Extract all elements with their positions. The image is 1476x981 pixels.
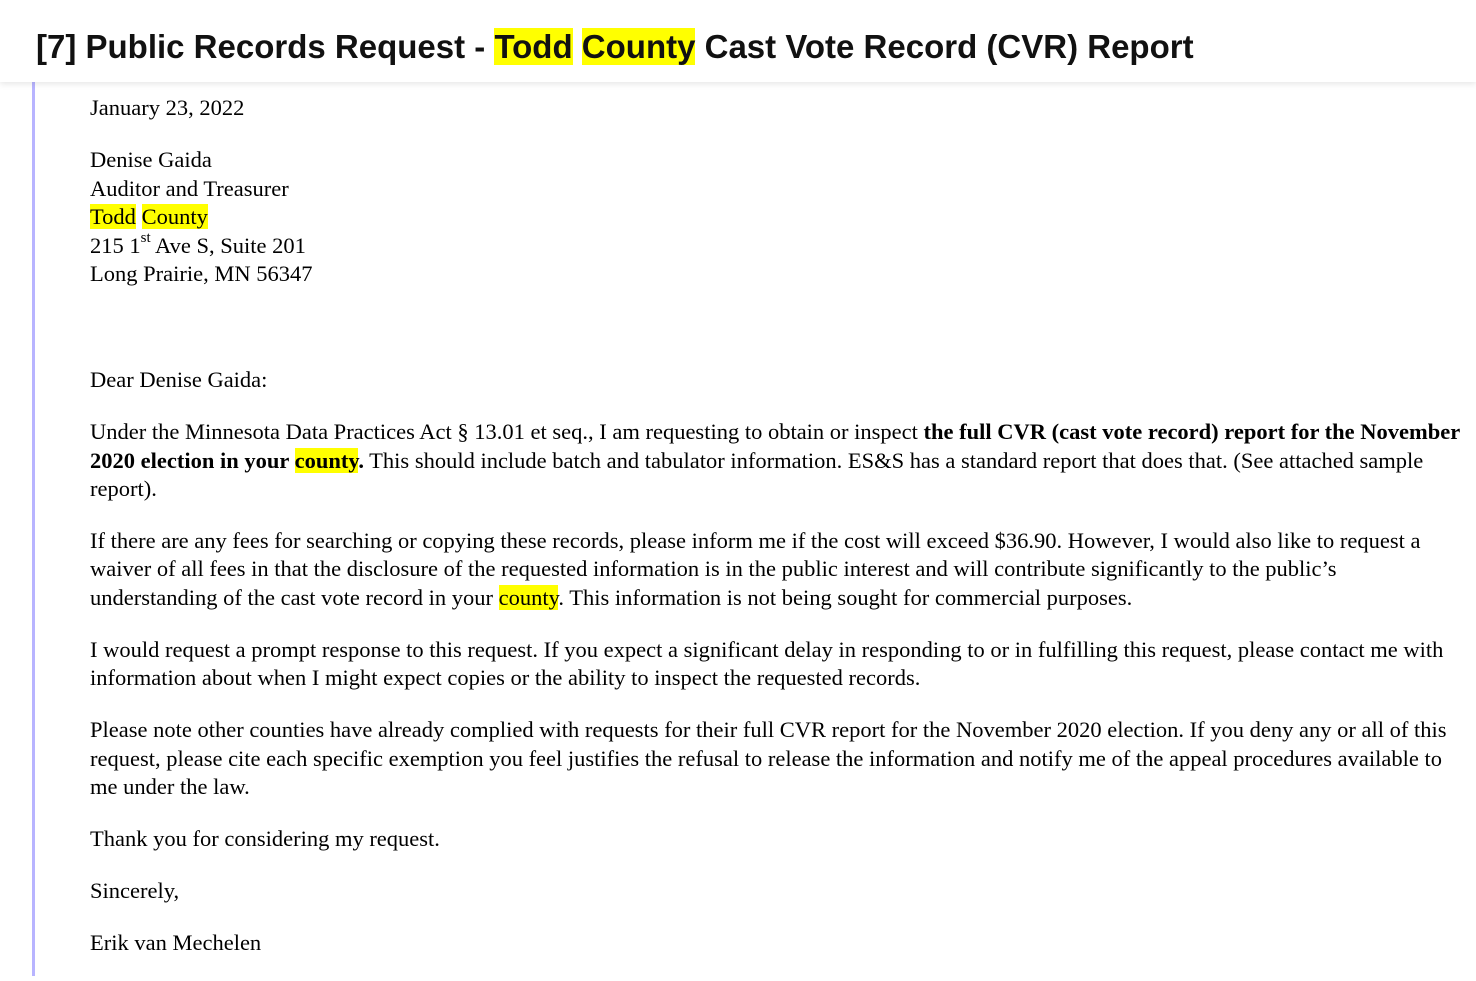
paragraph-prompt-response: I would request a prompt response to this request. If you expect a significant delay in responding to or in fulfilling this request, please contact me with information about when I might expect copies or the ability to inspect the requested records. — [90, 636, 1444, 691]
p1-bold: the full CVR (cast vote record) report for the November 2020 election in your — [90, 419, 1460, 473]
county-highlight-county: County — [141, 204, 208, 230]
p1-highlight-county: county — [294, 447, 359, 473]
paragraph-thanks: Thank you for considering my request. — [90, 825, 440, 851]
county-highlight-todd: Todd — [90, 204, 136, 230]
paragraph-fees — [90, 527, 1462, 612]
title-highlight-todd: Todd — [494, 28, 573, 65]
street-name: Ave S, Suite 201 — [150, 232, 306, 258]
letter-body — [90, 94, 1462, 981]
page-header — [0, 0, 1476, 82]
title-prefix: [7] Public Records Request - — [36, 28, 495, 65]
p1-bold-end: . — [358, 447, 364, 473]
recipient-county — [90, 203, 1462, 231]
recipient-city: Long Prairie, MN 56347 — [90, 261, 313, 287]
closing: Sincerely, — [90, 877, 180, 903]
title-highlight-county: County — [581, 28, 696, 65]
recipient-title: Auditor and Treasurer — [90, 175, 289, 201]
paragraph-other-counties: Please note other counties have already complied with requests for their full CVR report for the November 2020 election. If you deny any or all of this request, please cite each specific exemption you feel justifies the refusal to release the information and notify me of the appeal procedures available to me under the law. — [90, 717, 1447, 799]
p1-text-a: Under the Minnesota Data Practices Act § 13.01 et seq., I am requesting to obtain or inspect — [90, 419, 924, 445]
signature: Erik van Mechelen — [90, 929, 262, 955]
recipient-address — [90, 146, 1462, 288]
recipient-street — [90, 232, 1462, 260]
page-title — [36, 26, 1194, 68]
p2-text-a: If there are any fees for searching or copying these records, please inform me if the cost will exceed $36.90. However, I would also like to request a waiver of all fees in that the disclosure of the requested information is in the public interest and will contribute significantly to the public’s understanding of the cast vote record in your — [90, 528, 1421, 610]
title-suffix: Cast Vote Record (CVR) Report — [695, 28, 1194, 65]
salutation: Dear Denise Gaida: — [90, 367, 268, 393]
recipient-name: Denise Gaida — [90, 147, 212, 173]
street-ordinal: st — [140, 230, 151, 247]
p2-highlight-county: county — [498, 584, 559, 610]
paragraph-request — [90, 418, 1462, 503]
letter-date: January 23, 2022 — [90, 95, 245, 120]
street-number: 215 1 — [90, 232, 141, 258]
p1-text-b: This should include batch and tabulator information. ES&S has a standard report that does that. (See attached sample report). — [90, 447, 1424, 502]
p2-text-b: . This information is not being sought for commercial purposes. — [558, 584, 1133, 610]
left-margin-rule — [32, 82, 35, 976]
